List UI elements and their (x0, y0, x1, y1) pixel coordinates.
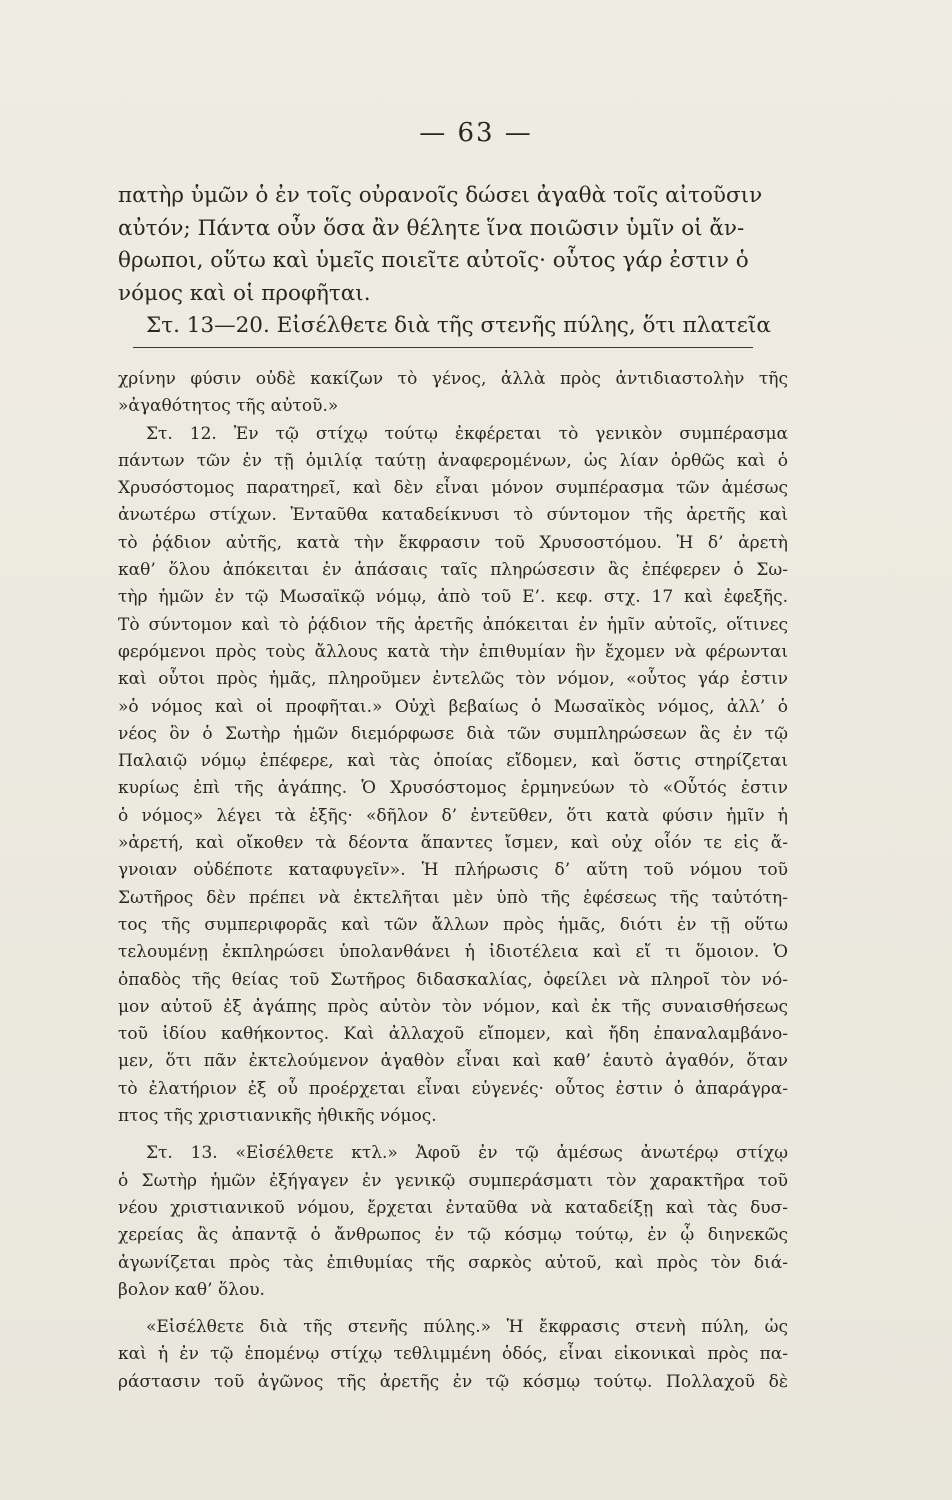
separator-rule (133, 347, 753, 348)
commentary-line: νέου χριστιανικοῦ νόμου, ἔρχεται ἐνταῦθα νὰ καταδείξῃ καὶ τὰς δυσ- (118, 1197, 788, 1218)
scripture-line: νόμος καὶ οἱ προφῆται. (118, 280, 371, 306)
commentary-line: πτος τῆς χριστιανικῆς ἠθικῆς νόμος. (118, 1106, 437, 1127)
commentary-line: Χρυσόστομος παρατηρεῖ, καὶ δὲν εἶναι μόνον συμπέρασμα τῶν ἀμέσως (118, 478, 788, 499)
commentary-line: Παλαιῷ νόμῳ ἐπέφερε, καὶ τὰς ὁποίας εἴδομεν, καὶ ὅστις στηρίζεται (118, 751, 788, 772)
commentary-line: ράστασιν τοῦ ἀγῶνος τῆς ἀρετῆς ἐν τῷ κόσμῳ τούτῳ. Πολλαχοῦ δὲ (118, 1371, 788, 1392)
commentary-line: »ἀρετή, καὶ οἴκοθεν τὰ δέοντα ἅπαντες ἴσμεν, καὶ οὐχ οἷόν τε εἰς ἄ- (118, 833, 788, 854)
commentary-line: «Εἰσέλθετε διὰ τῆς στενῆς πύλης.» Ἡ ἔκφρασις στενὴ πύλη, ὡς (146, 1317, 788, 1338)
commentary-line: βολον καθ’ ὅλου. (118, 1279, 265, 1300)
commentary-line: τὴρ ἡμῶν ἐν τῷ Μωσαϊκῷ νόμῳ, ἀπὸ τοῦ Ε’. κεφ. στχ. 17 καὶ ἐφεξῆς. (118, 587, 788, 608)
commentary-line: τὸ ῥᾴδιον αὐτῆς, κατὰ τὴν ἔκφρασιν τοῦ Χρυσοστόμου. Ἡ δ’ ἀρετὴ (118, 532, 788, 553)
commentary-line: πάντων τῶν ἐν τῇ ὁμιλίᾳ ταύτῃ ἀναφερομένων, ὡς λίαν ὀρθῶς καὶ ὁ (118, 450, 788, 471)
commentary-line: ὁ νόμος» λέγει τὰ ἑξῆς· «δῆλον δ’ ἐντεῦθεν, ὅτι κατὰ φύσιν ἡμῖν ἡ (118, 805, 788, 826)
commentary-line: »ὁ νόμος καὶ οἱ προφῆται.» Οὐχὶ βεβαίως ὁ Μωσαϊκὸς νόμος, ἀλλ’ ὁ (118, 696, 788, 717)
scripture-text (118, 180, 788, 343)
scripture-line: πατὴρ ὑμῶν ὁ ἐν τοῖς οὐρανοῖς δώσει ἀγαθὰ τοῖς αἰτοῦσιν (118, 183, 763, 208)
commentary-text (118, 366, 788, 1396)
commentary-line: νέος ὃν ὁ Σωτὴρ ἡμῶν διεμόρφωσε διὰ τῶν συμπληρώσεων ἃς ἐν τῷ (118, 723, 788, 744)
commentary-line: φερόμενοι πρὸς τοὺς ἄλλους κατὰ τὴν ἐπιθυμίαν ἣν ἔχομεν νὰ φέρωνται (118, 641, 788, 662)
commentary-line: Σωτῆρος δὲν πρέπει νὰ ἐκτελῆται μὲν ὑπὸ τῆς ἐφέσεως τῆς ταὐτότη- (118, 887, 788, 908)
scripture-line: Στ. 13—20. Εἰσέλθετε διὰ τῆς στενῆς πύλης, ὅτι πλατεῖα (146, 313, 771, 338)
commentary-line: τος τῆς συμπεριφορᾶς καὶ τῶν ἄλλων πρὸς ἡμᾶς, διότι ἐν τῇ οὕτω (118, 914, 788, 935)
commentary-line: τελουμένῃ ἐκπληρώσει ὑπολανθάνει ἡ ἰδιοτέλεια καὶ εἴ τι ὅμοιον. Ὁ (118, 942, 788, 963)
commentary-line: κυρίως ἐπὶ τῆς ἀγάπης. Ὁ Χρυσόστομος ἑρμηνεύων τὸ «Οὗτός ἐστιν (118, 778, 788, 799)
commentary-line: τὸ ἐλατήριον ἐξ οὗ προέρχεται εἶναι εὐγενές· οὗτος ἐστιν ὁ ἀπαράγρα- (118, 1078, 788, 1099)
commentary-line: ὀπαδὸς τῆς θείας τοῦ Σωτῆρος διδασκαλίας, ὀφείλει νὰ πληροῖ τὸν νό- (118, 969, 788, 990)
commentary-line: μεν, ὅτι πᾶν ἐκτελούμενον ἀγαθὸν εἶναι καὶ καθ’ ἑαυτὸ ἀγαθόν, ὅταν (118, 1051, 788, 1072)
commentary-line: ὁ Σωτὴρ ἡμῶν ἐξήγαγεν ἐν γενικῷ συμπεράσματι τὸν χαρακτῆρα τοῦ (118, 1170, 788, 1191)
commentary-line: Στ. 12. Ἐν τῷ στίχῳ τούτῳ ἐκφέρεται τὸ γενικὸν συμπέρασμα (146, 423, 788, 444)
commentary-line: Τὸ σύντομον καὶ τὸ ῥᾴδιον τῆς ἀρετῆς ἀπόκειται ἐν ἡμῖν αὐτοῖς, οἵτινες (118, 614, 788, 635)
commentary-line: καθ’ ὅλου ἀπόκειται ἐν ἁπάσαις ταῖς πληρώσεσιν ἃς ἐπέφερεν ὁ Σω- (118, 560, 788, 581)
commentary-line: μον αὐτοῦ ἐξ ἀγάπης πρὸς αὐτὸν τὸν νόμον, καὶ ἐκ τῆς συναισθήσεως (118, 996, 788, 1017)
commentary-line: Στ. 13. «Εἰσέλθετε κτλ.» Ἀφοῦ ἐν τῷ ἀμέσως ἀνωτέρῳ στίχῳ (146, 1143, 788, 1164)
commentary-line: καὶ οὗτοι πρὸς ἡμᾶς, πληροῦμεν ἐντελῶς τὸν νόμον, «οὗτος γάρ ἐστιν (118, 669, 788, 690)
commentary-line: γνοιαν οὐδέποτε καταφυγεῖν». Ἡ πλήρωσις δ’ αὕτη τοῦ νόμου τοῦ (118, 860, 788, 881)
scripture-line: αὐτόν; Πάντα οὖν ὅσα ἂν θέλητε ἵνα ποιῶσιν ὑμῖν οἱ ἄν- (118, 215, 745, 241)
page-number: — 63 — (419, 118, 533, 148)
commentary-line: ἀνωτέρω στίχων. Ἐνταῦθα καταδείκνυσι τὸ σύντομον τῆς ἀρετῆς καὶ (118, 505, 788, 526)
commentary-line: ἀγωνίζεται πρὸς τὰς ἐπιθυμίας τῆς σαρκὸς αὐτοῦ, καὶ πρὸς τὸν διά- (118, 1252, 788, 1273)
commentary-line: τοῦ ἰδίου καθήκοντος. Καὶ ἀλλαχοῦ εἴπομεν, καὶ ἤδη ἐπαναλαμβάνο- (118, 1024, 788, 1045)
commentary-line: χερείας ἃς ἀπαντᾷ ὁ ἄνθρωπος ἐν τῷ κόσμῳ τούτῳ, ἐν ᾧ διηνεκῶς (118, 1225, 788, 1246)
commentary-line: καὶ ἡ ἐν τῷ ἑπομένῳ στίχῳ τεθλιμμένη ὁδός, εἶναι εἰκονικαὶ πρὸς πα- (118, 1344, 788, 1365)
commentary-line: »ἀγαθότητος τῆς αὐτοῦ.» (118, 396, 339, 417)
commentary-line: χρίνην φύσιν οὐδὲ κακίζων τὸ γένος, ἀλλὰ πρὸς ἀντιδιαστολὴν τῆς (118, 369, 788, 389)
scripture-line: θρωποι, οὕτω καὶ ὑμεῖς ποιεῖτε αὐτοῖς· οὗτος γάρ ἐστιν ὁ (118, 248, 749, 273)
